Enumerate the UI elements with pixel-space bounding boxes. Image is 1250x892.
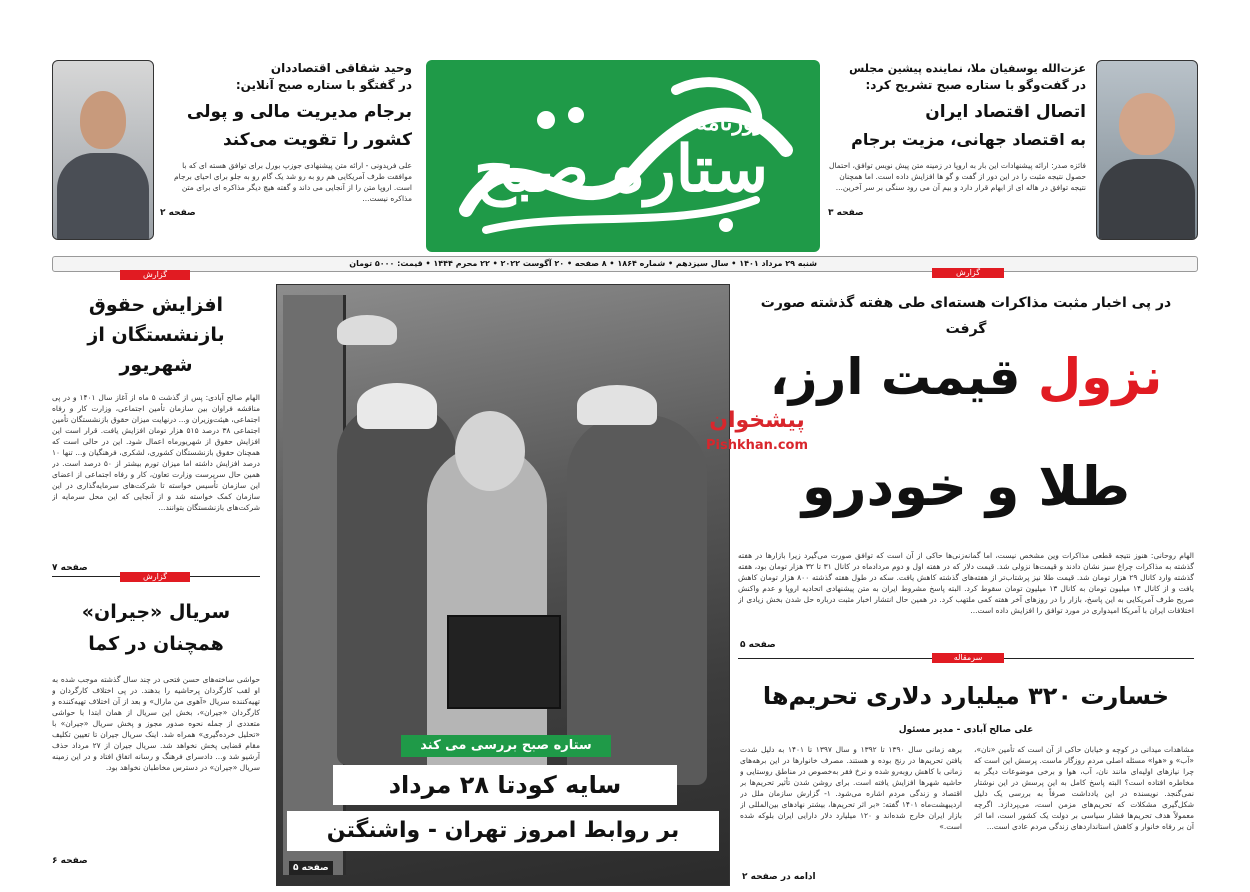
center-photo-headline-2: بر روابط امروز تهران - واشنگتن xyxy=(287,811,719,851)
portrait-shaghaghi xyxy=(52,60,154,240)
left-article-1-headline-2: بازنشستگان از شهریور xyxy=(87,324,225,376)
watermark-logo: پیشخوان xyxy=(709,408,805,433)
top-right-page-ref[interactable]: صفحه ۳ xyxy=(828,208,864,218)
left-article-1-headline-1: افزایش حقوق xyxy=(88,294,224,316)
main-story-headline-black-1: قیمت ارز، xyxy=(769,348,1021,406)
left-article-2-headline-2: همچنان در کما xyxy=(88,633,224,655)
masthead xyxy=(426,60,820,252)
left-article-2-page-ref[interactable]: صفحه ۶ xyxy=(52,856,88,866)
editorial-byline: علی صالح آبادی - مدیر مسئول xyxy=(898,725,1034,735)
top-left-kicker: در گفتگو با ستاره صبح آنلاین: xyxy=(235,78,412,92)
top-right-body: فائزه صدر: ارائه پیشنهادات این بار به اروپا در زمینه متن پیش نویس توافق، احتمال حصول نتیجه مثبت را در این دور از گفت و گو ها افزایش داده است. اما همچنان نتیجه توافق در هاله ای از ابهام قرار دارد و بیم آن می رود سنگی بر سر آخرین... xyxy=(829,161,1086,192)
main-story-body: الهام روحانی: هنوز نتیجه قطعی مذاکرات وین مشخص نیست، اما گمانه‌زنی‌ها حاکی از آن است که توافق صورت می‌گیرد زیرا بازارها در هفته گذشته به مذاکرات چراغ سبز نشان دادند و قیمت‌ها نزولی شد. قیمت دلار که در هفته اول و دوم مردادماه در کانال ۳۱ تا ۳۲ هزار تومان بود، هفته گذشته وارد کانال ۲۹ هزار تومان شد. قیمت طلا نیز پرشتاب‌تر از هفته‌های گذشته کاهش یافت. سکه در طول هفته گذشته ۸۰۰ هزار تومان کاهش یافت و از کانال ۱۴ میلیون تومان به کانال ۱۳ میلیون تومان سقوط کرد. البته پاسخ مشروط ایران به متن پیشنهادی اتحادیه اروپا و عدم واکنش صریح طرف آمریکایی به این پاسخ، بازار را در روزهای آخر هفته کمی ملتهب کرد. در همین حال انتشار اخبار مثبت درباره حل شدن بخش زیادی از اختلافات ایران با آمریکا امیدواری در مورد توافق را افزایش داده است... xyxy=(738,551,1194,615)
center-photo-page-badge[interactable]: صفحه ۵ xyxy=(289,861,333,875)
portrait-yousefian xyxy=(1096,60,1198,240)
top-left-headline-2: کشور را تقویت می‌کند xyxy=(222,130,412,150)
top-right-byline: عزت‌الله یوسفیان ملا، نماینده پیشین مجلس xyxy=(849,62,1086,75)
top-left-body: علی فریدونی - ارائه متن پیشنهادی جوزپ بورل برای توافق هسته ای که با موافقت طرف آمریکایی هم رو به رو شد یک گام رو به جلو برای احیای برجام است. اروپا متن را از آنجایی می داند و گفته هیچ دیگر مذاکره ای برای متن مذاکره نیست... xyxy=(174,161,412,203)
top-right-headline-2: به اقتصاد جهانی، مزیت برجام xyxy=(851,130,1086,149)
top-left-byline: وحید شقاقی اقتصاددان xyxy=(270,61,412,75)
main-story-page-ref[interactable]: صفحه ۵ xyxy=(740,640,776,650)
center-photo-kicker: ستاره صبح بررسی می کند xyxy=(401,735,611,757)
left-article-2-body: حواشی ساخته‌های حسن فتحی در چند سال گذشته موجب شده به او لقب کارگردان پرحاشیه را بدهند. در پی اختلاف کارگردان و تهیه‌کننده سریال «آهوی من مارال» و بعد از آن اختلاف تهیه‌کننده و کارگردان «جیران»، بخش این سریال از همان ابتدا با حواشی متعددی از جمله نحوه صدور مجوز و پخش سریال «جیران» با «تحلیل خرده‌گیری» همراه شد. اینک سریال جیران تا تعیین تکلیف مقام قضایی پخش نخواهد شد. سریال جیران از ۲۷ مرداد حذف آرشیو شد و... دادسرای فرهنگ و رسانه اتفاق افتاد و در این زمینه سریال «جیران» در دسترس مخاطبان نخواهد بود. xyxy=(52,675,260,772)
top-left-page-ref[interactable]: صفحه ۲ xyxy=(160,208,196,218)
main-story-headline-red: نزول xyxy=(1037,348,1163,406)
editorial-continue-ref[interactable]: ادامه در صفحه ۲ xyxy=(742,872,816,882)
editorial-headline: خسارت ۳۲۰ میلیارد دلاری تحریم‌ها xyxy=(762,682,1170,710)
top-right-kicker: در گفت‌وگو با ستاره صبح تشریح کرد: xyxy=(865,78,1086,92)
left-tag-report-2: گزارش xyxy=(120,572,190,582)
dateline-bar xyxy=(52,256,1198,272)
left-article-1-body: الهام صالح آبادی: پس از گذشت ۵ ماه از آغاز سال ۱۴۰۱ و در پی مناقشه فراوان بین سازمان تأمین اجتماعی، وزارت کار و رفاه اجتماعی، هیئت‌وزیران و... درنهایت میزان حقوق بازنشستگان تأمین اجتماعی ۳۸ درصد ۵۱۵ هزار تومان افزایش یافت. قرار است این افزایش حقوق از شهریورماه اعمال شود. این در حالی است که همچنان حقوق بازنشستگان کشوری، لشکری، فرهنگیان و... تنها ۱۰ درصد افزایش داشته اما میزان تورم بیشتر از ۵۰ درصد است. در همین حال سرپرست وزارت تعاون، کار و رفاه اجتماعی از اعضای این سازمان تأسیس خواسته تا شرکت‌های سرمایه‌گذاری در این سازمان کمک خواسته شد و از آنجایی که این محل سرمایه از شرکت‌های بازنشستگان بتوانند... xyxy=(52,393,260,512)
main-story-kicker: در پی اخبار مثبت مذاکرات هسته‌ای طی هفته گذشته صورت گرفت xyxy=(760,295,1172,337)
masthead-title: ستاره صبح xyxy=(473,132,769,207)
center-historic-photo xyxy=(276,284,730,886)
left-tag-report-1: گزارش xyxy=(120,270,190,280)
main-story-headline-black-2: طلا و خودرو xyxy=(801,455,1131,518)
top-right-headline-1: اتصال اقتصاد ایران xyxy=(925,102,1086,122)
editorial-body-right: مشاهدات میدانی در کوچه و خیابان حاکی از آن است که تأمین «نان»، «آب» و «هوا» مسئله اصلی مردم روزگار ماست. پرسش این است که چرا نیازهای اولیه‌ای مانند نان، آب، هوا و برخی موضوعات دیگر به مخاطره افتاده است؟ البته پاسخ کامل به این پرسش در این نوشتار نمی‌گنجد. نویسنده در این یادداشت صرفاً به بررسی یک دلیل شکل‌گیری مشکلات که تحریم‌های مزمن است، می‌پردازد. اگرچه معمولاً هدف تحریم‌ها فشار سیاسی بر دولت یک کشور است، اما اثر آن بر رفاه خانوار و کاهش استانداردهای زندگی مردم عادی است... xyxy=(974,745,1194,831)
editorial-tag: سرمقاله xyxy=(932,653,1004,663)
left-article-2-headline-1: سریال «جیران» xyxy=(81,601,231,623)
right-tag-report: گزارش xyxy=(932,268,1004,278)
left-article-1-page-ref[interactable]: صفحه ۷ xyxy=(52,563,88,573)
top-left-headline-1: برجام مدیریت مالی و پولی xyxy=(186,102,412,122)
masthead-label: روزنامه xyxy=(696,110,765,136)
watermark xyxy=(692,404,822,468)
center-photo-headline-1: سایه کودتا ۲۸ مرداد xyxy=(333,765,677,805)
editorial-body-left: برهه زمانی سال ۱۳۹۰ تا ۱۳۹۲ و سال ۱۳۹۷ تا ۱۴۰۱ به دلیل شدت یافتن تحریم‌ها در رنج بوده و هستند. مصرف خانوارها در این برهه‌های زمانی با کاهش روبه‌رو شده و نرخ فقر به‌خصوص در مناطق روستایی و حاشیه شهرها افزایش یافته است. برای روشن شدن تأثیر تحریم‌ها بر اقتصاد و زندگی مردم اشاره می‌شود. ۱- گزارش سازمان ملل در اردیبهشت‌ماه ۱۴۰۱ گفته: «بر اثر تحریم‌ها، بیشتر نهادهای بین‌المللی از بازار ایران خارج شده‌اند و ۱۲۰ میلیارد دلار دارایی ایران بلوکه شده است.» xyxy=(740,745,962,831)
dateline-text: شنبه ۲۹ مرداد ۱۴۰۱ • سال سیزدهم • شماره ۱۸۶۴ • ۸ صفحه • ۲۰ آگوست ۲۰۲۲ • ۲۲ محرم ۱۴۴۴ • قیمت: ۵۰۰۰ تومان xyxy=(349,259,817,268)
watermark-url[interactable]: Pishkhan.com xyxy=(705,438,809,453)
